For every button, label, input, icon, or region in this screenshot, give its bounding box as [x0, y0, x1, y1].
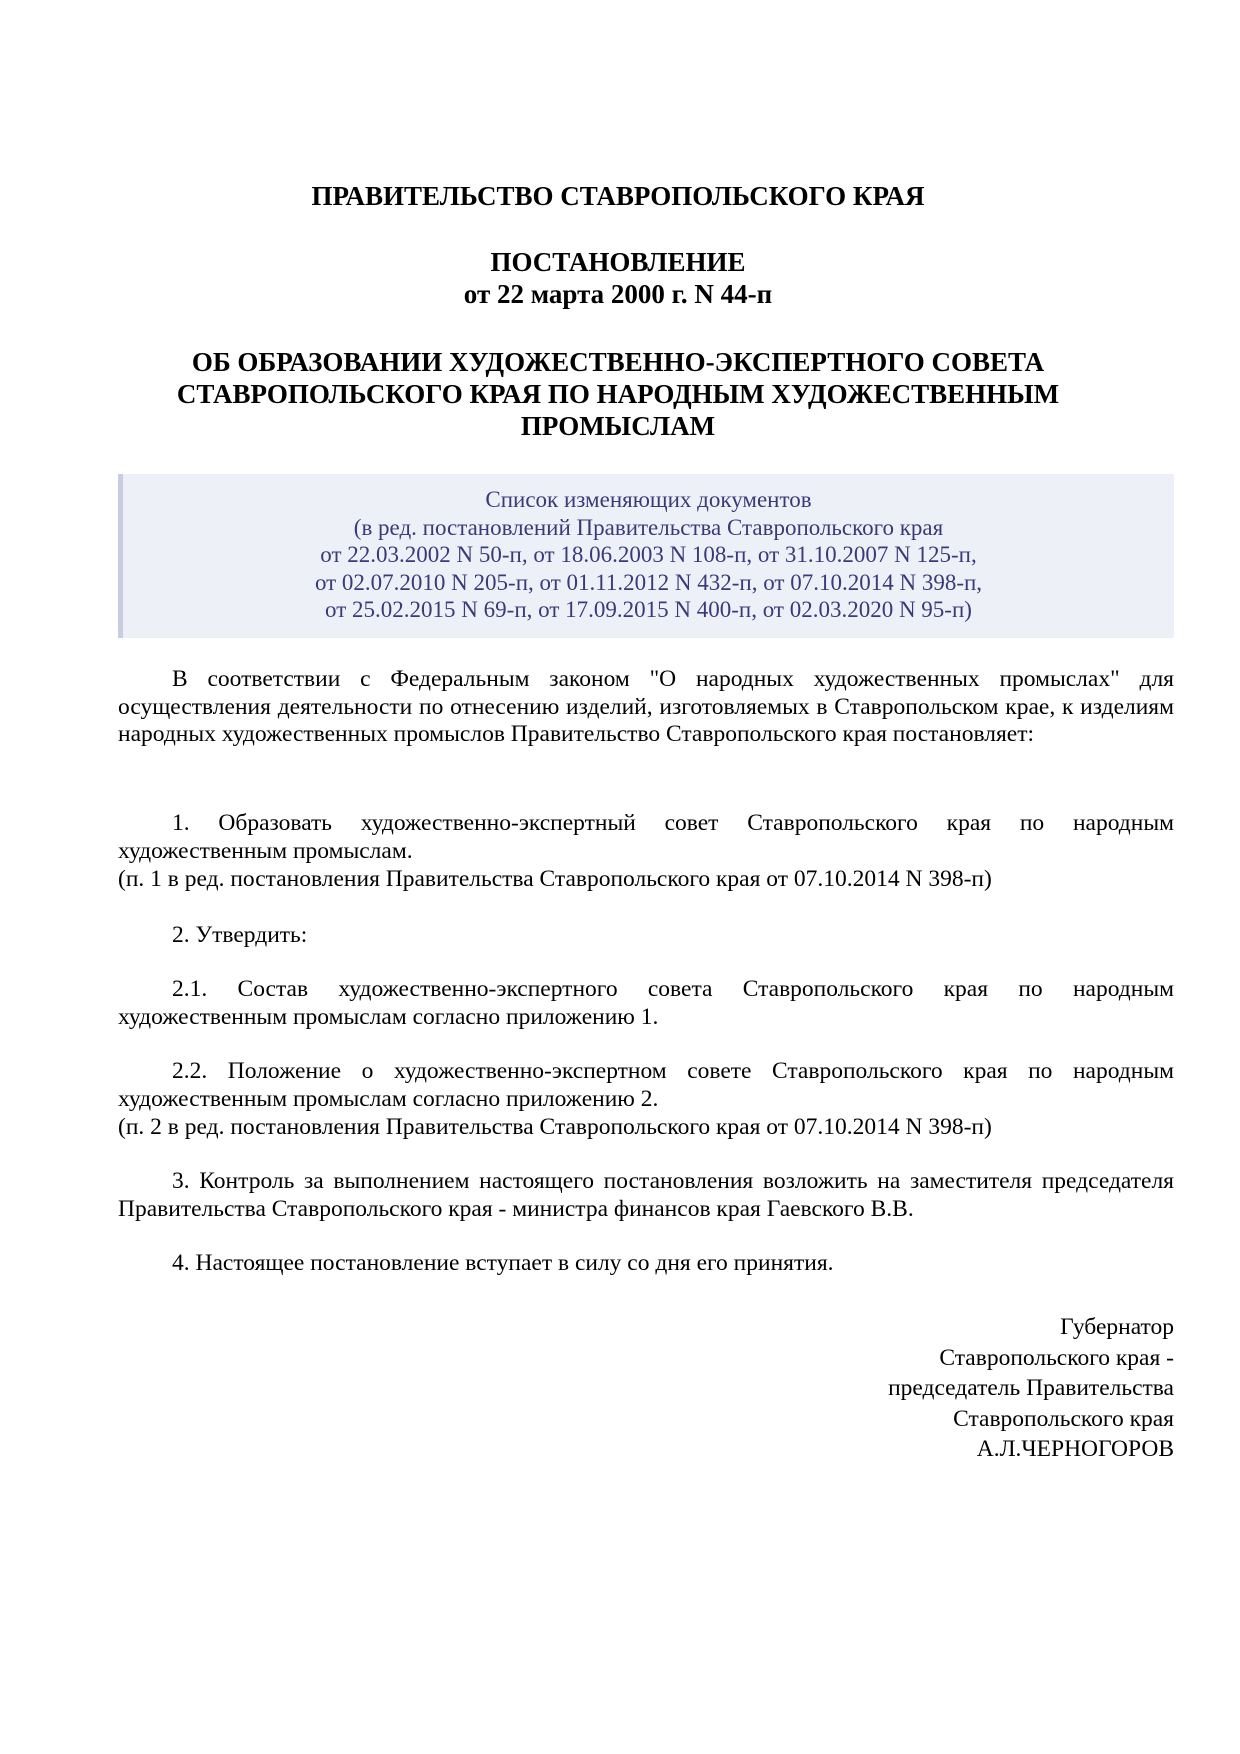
- amending-documents-box: [118, 474, 1174, 638]
- document-title: [118, 346, 1118, 442]
- document-title-line: ПРОМЫСЛАМ: [520, 411, 716, 441]
- item-1-paragraph: 1. Образовать художественно-экспертный совет Ставропольского края по народным художественным промыслам.: [118, 810, 1174, 864]
- document-type-heading: ПОСТАНОВЛЕНИЕ: [490, 247, 746, 277]
- preamble-paragraph: В соответствии с Федеральным законом "О народных художественных промыслах" для осуществления деятельности по отнесению изделий, изготовляемых в Ставропольском крае, к изделиям народных художественных промыслов Правительство Ставропольского края постановляет:: [118, 666, 1174, 747]
- amending-documents-title: Список изменяющих документов: [485, 487, 812, 512]
- amending-documents-line: от 02.07.2010 N 205-п, от 01.11.2012 N 432-п, от 07.10.2014 N 398-п,: [314, 569, 983, 595]
- amending-documents-line: от 25.02.2015 N 69-п, от 17.09.2015 N 400-п, от 02.03.2020 N 95-п): [325, 597, 972, 622]
- signature-block: [674, 1312, 1174, 1465]
- item-1-amendment-note: (п. 1 в ред. постановления Правительства Ставропольского края от 07.10.2014 N 398-п): [118, 866, 992, 892]
- signatory-name: А.Л.ЧЕРНОГОРОВ: [976, 1436, 1174, 1462]
- item-2-2-paragraph: 2.2. Положение о художественно-экспертном совете Ставропольского края по народным художественным промыслам согласно приложению 2.: [118, 1058, 1174, 1112]
- document-title-line: ОБ ОБРАЗОВАНИИ ХУДОЖЕСТВЕННО-ЭКСПЕРТНОГО СОВЕТА: [191, 347, 1045, 377]
- item-2-amendment-note: (п. 2 в ред. постановления Правительства Ставропольского края от 07.10.2014 N 398-п): [118, 1114, 992, 1140]
- signature-line: председатель Правительства: [888, 1375, 1174, 1401]
- amending-documents-line: (в ред. постановлений Правительства Ставропольского края: [353, 514, 944, 540]
- item-2-paragraph: 2. Утвердить:: [172, 922, 308, 948]
- government-heading: ПРАВИТЕЛЬСТВО СТАВРОПОЛЬСКОГО КРАЯ: [311, 181, 925, 211]
- document-date-number: от 22 марта 2000 г. N 44-п: [463, 279, 773, 309]
- item-2-1-paragraph: 2.1. Состав художественно-экспертного совета Ставропольского края по народным художественным промыслам согласно приложению 1.: [118, 976, 1174, 1030]
- document-title-line: СТАВРОПОЛЬСКОГО КРАЯ ПО НАРОДНЫМ ХУДОЖЕСТВЕННЫМ: [176, 379, 1060, 409]
- item-3-paragraph: 3. Контроль за выполнением настоящего постановления возложить на заместителя председателя Правительства Ставропольского края - министра финансов края Гаевского В.В.: [118, 1168, 1174, 1222]
- item-4-paragraph: 4. Настоящее постановление вступает в силу со дня его принятия.: [172, 1250, 834, 1276]
- signature-line: Ставропольского края: [953, 1405, 1174, 1432]
- amending-documents-line: от 22.03.2002 N 50-п, от 18.06.2003 N 108-п, от 31.10.2007 N 125-п,: [320, 542, 977, 567]
- signature-line: Губернатор: [1060, 1314, 1174, 1340]
- signature-line: Ставропольского края -: [939, 1344, 1174, 1371]
